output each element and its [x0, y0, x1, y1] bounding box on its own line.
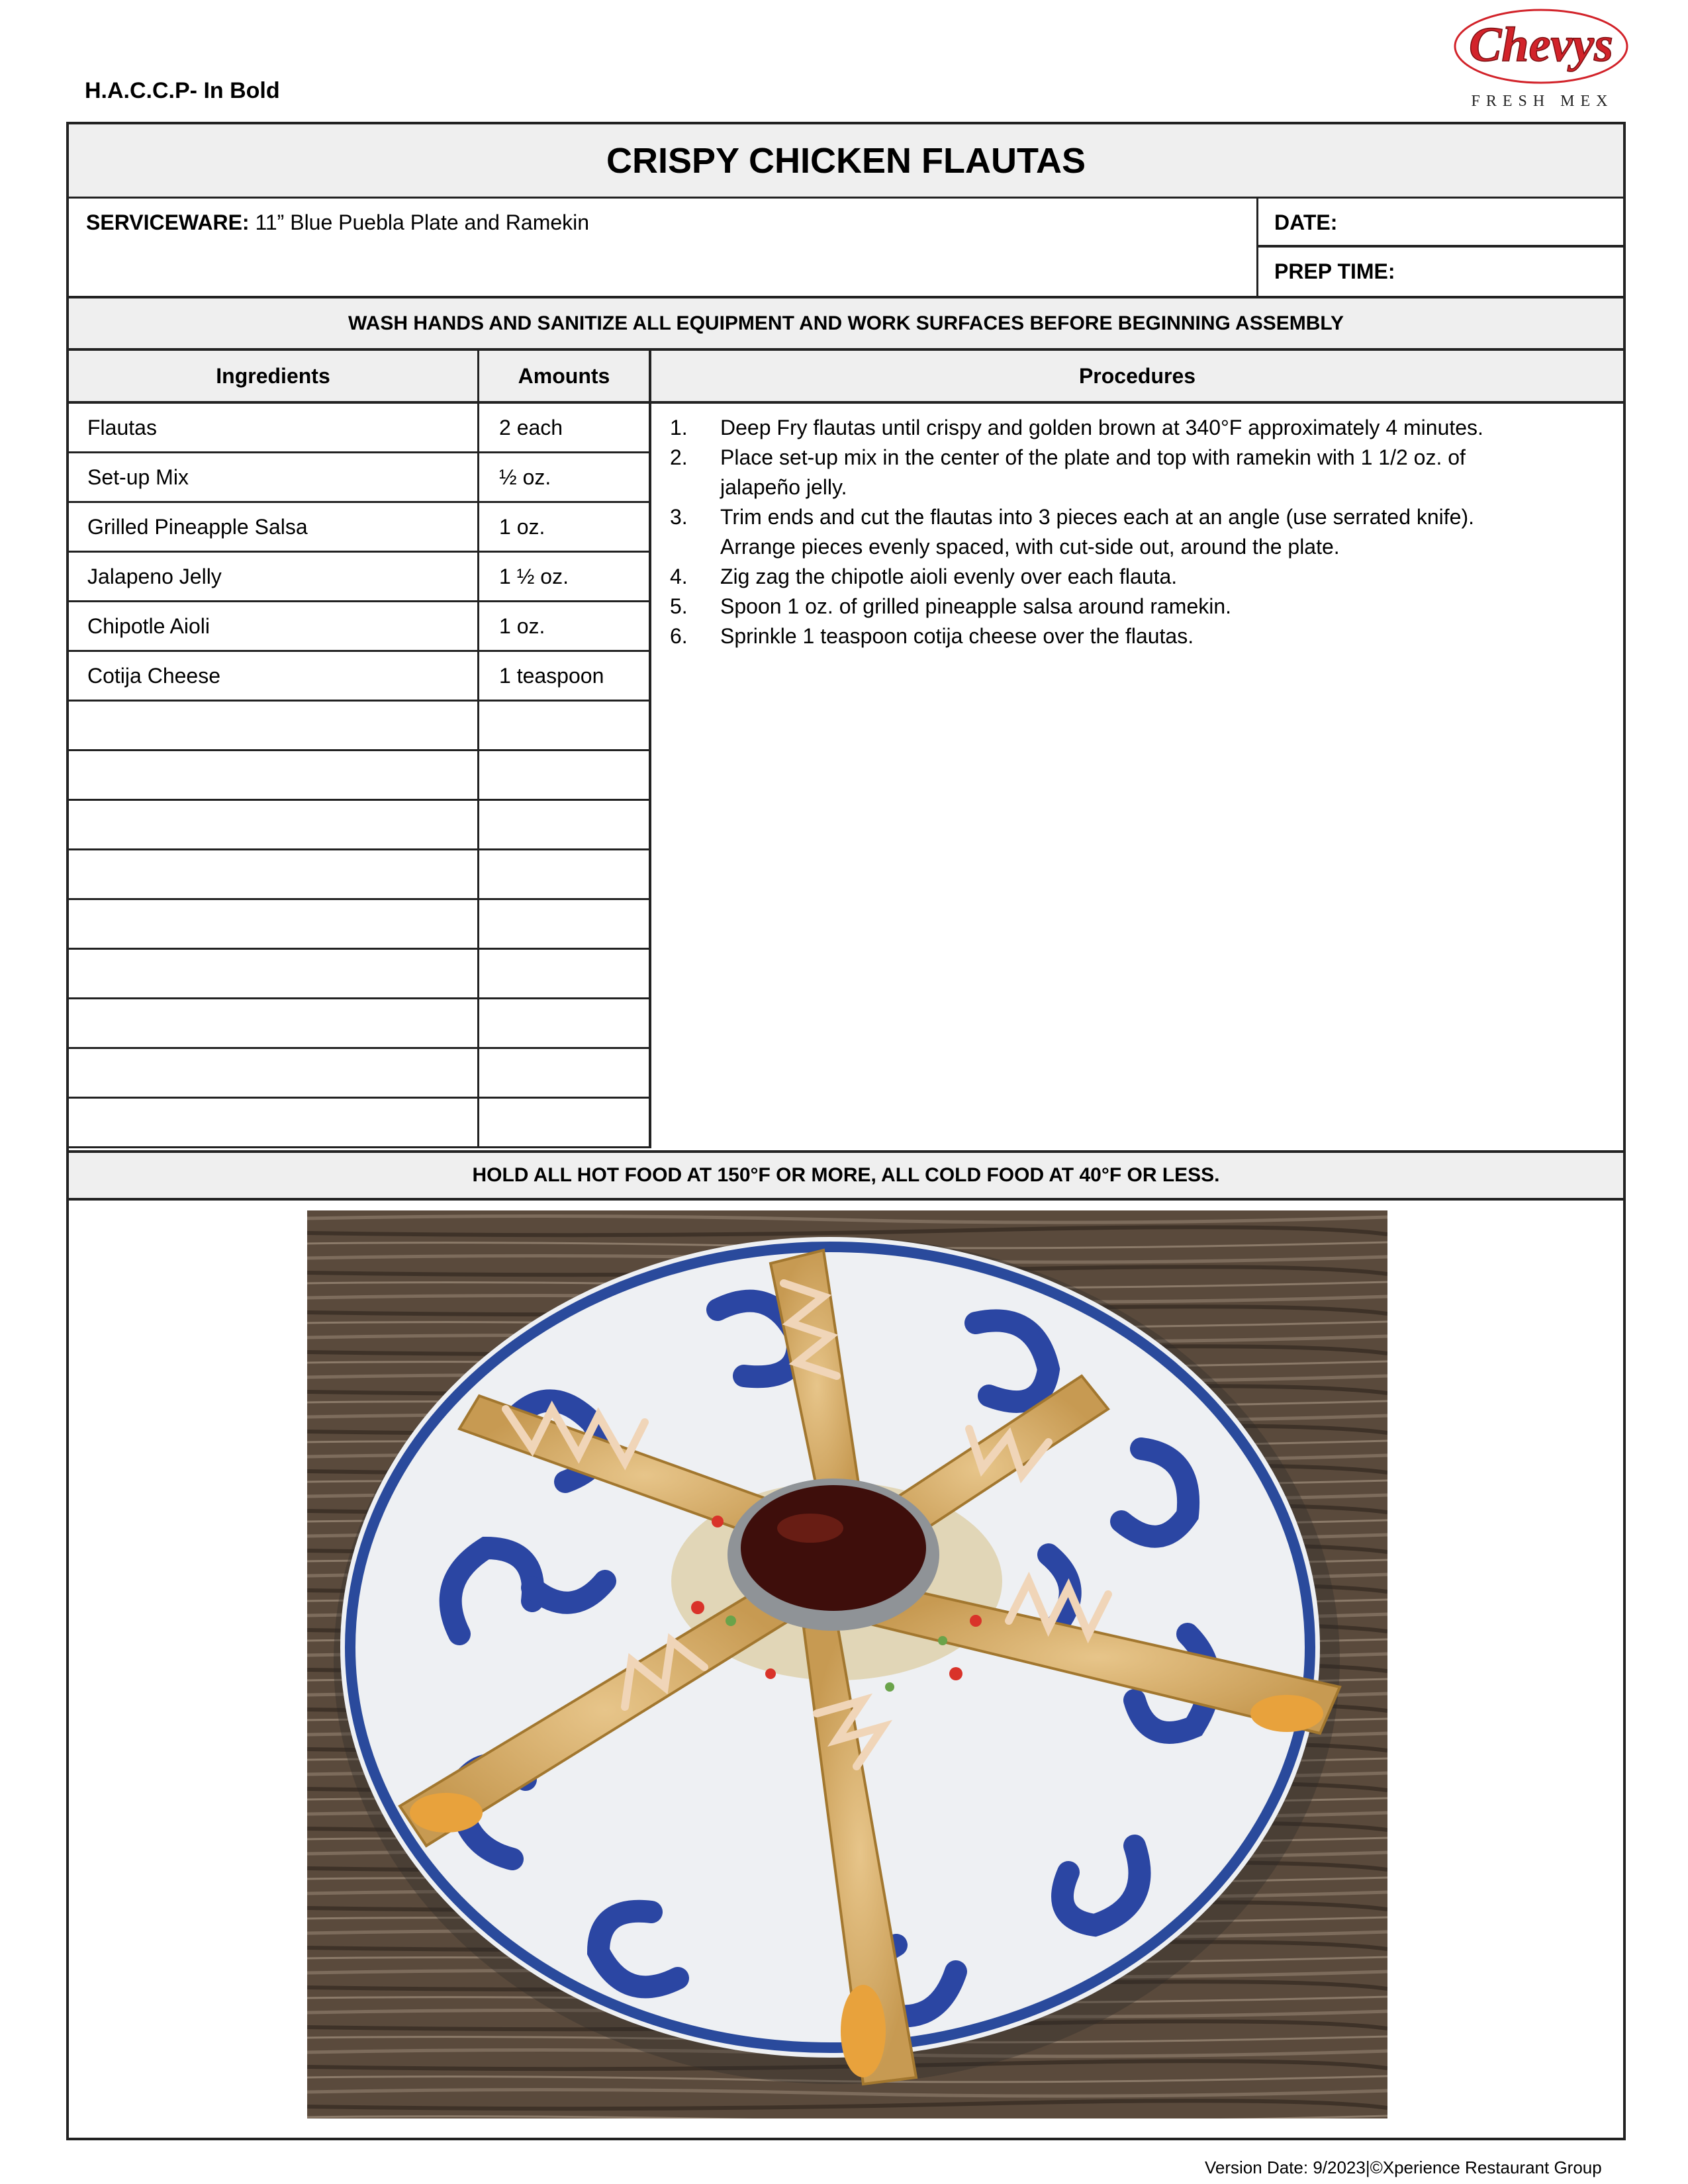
ingredient-cell	[69, 801, 479, 848]
amount-cell	[479, 1099, 651, 1146]
version-footer: Version Date: 9/2023|©Xperience Restaurant Group	[1205, 2158, 1602, 2177]
ingredient-cell: Chipotle Aioli	[69, 602, 479, 650]
logo-wordmark: Chevys	[1469, 18, 1613, 72]
ingredient-cell	[69, 999, 479, 1047]
table-row	[69, 900, 651, 950]
serviceware-cell	[69, 199, 1258, 296]
table-row	[69, 404, 651, 453]
hold-notice: HOLD ALL HOT FOOD AT 150°F OR MORE, ALL COLD FOOD AT 40°F OR LESS.	[69, 1150, 1623, 1201]
procedure-step	[670, 473, 1610, 502]
amounts-header: Amounts	[479, 351, 651, 401]
prep-time-field: PREP TIME:	[1274, 259, 1395, 283]
step-number: 1.	[670, 416, 688, 439]
table-row	[69, 1099, 651, 1148]
table-row	[69, 999, 651, 1049]
step-text: Place set-up mix in the center of the plate and top with ramekin with 1 1/2 oz. of	[720, 445, 1466, 469]
table-row	[69, 751, 651, 801]
step-number: 2.	[670, 445, 688, 469]
table-row	[69, 850, 651, 900]
step-text: Trim ends and cut the flautas into 3 pieces each at an angle (use serrated knife).	[720, 505, 1475, 529]
step-text: jalapeño jelly.	[720, 475, 847, 499]
ingredient-cell: Cotija Cheese	[69, 652, 479, 700]
recipe-title: CRISPY CHICKEN FLAUTAS	[69, 124, 1623, 199]
ingredient-cell	[69, 751, 479, 799]
amount-cell: 1 oz.	[479, 503, 651, 551]
amount-cell	[479, 900, 651, 948]
procedure-step	[670, 443, 1610, 473]
procedures-header: Procedures	[1078, 363, 1196, 388]
table-header	[69, 351, 1623, 404]
table-row	[69, 553, 651, 602]
step-number	[670, 532, 720, 562]
ingredient-cell	[69, 950, 479, 997]
ingredient-cell: Jalapeno Jelly	[69, 553, 479, 600]
recipe-card	[66, 122, 1626, 2140]
haccp-note: H.A.C.C.P- In Bold	[85, 78, 280, 103]
amount-cell	[479, 999, 651, 1047]
procedure-step	[670, 562, 1610, 592]
amount-cell: 1 oz.	[479, 602, 651, 650]
step-number: 6.	[670, 624, 688, 648]
date-field: DATE:	[1258, 199, 1623, 248]
table-row	[69, 652, 651, 702]
step-number	[670, 473, 720, 502]
ingredient-cell	[69, 1099, 479, 1146]
chevys-logo	[1450, 7, 1632, 113]
amount-cell	[479, 850, 651, 898]
ingredients-header: Ingredients	[69, 351, 479, 401]
step-number: 3.	[670, 505, 688, 529]
table-row	[69, 801, 651, 850]
amount-cell: ½ oz.	[479, 453, 651, 501]
ingredient-cell: Set-up Mix	[69, 453, 479, 501]
ingredients-table	[69, 404, 651, 1148]
ingredient-cell	[69, 900, 479, 948]
serviceware-value: 11” Blue Puebla Plate and Ramekin	[255, 210, 590, 234]
step-text: Arrange pieces evenly spaced, with cut-side out, around the plate.	[720, 535, 1340, 559]
amount-cell: 1 teaspoon	[479, 652, 651, 700]
amount-cell	[479, 801, 651, 848]
procedure-step	[670, 532, 1610, 562]
table-row	[69, 950, 651, 999]
logo-tagline: FRESH MEX	[1471, 93, 1614, 110]
ingredient-cell: Grilled Pineapple Salsa	[69, 503, 479, 551]
amount-cell	[479, 751, 651, 799]
procedure-step	[670, 502, 1610, 532]
table-row	[69, 453, 651, 503]
amount-cell: 1 ½ oz.	[479, 553, 651, 600]
step-text: Sprinkle 1 teaspoon cotija cheese over the flautas.	[720, 624, 1194, 648]
procedure-step	[670, 413, 1610, 443]
step-number: 4.	[670, 565, 688, 588]
procedure-step	[670, 592, 1610, 621]
ingredient-cell: Flautas	[69, 404, 479, 451]
table-row	[69, 702, 651, 751]
step-number: 5.	[670, 594, 688, 618]
step-text: Spoon 1 oz. of grilled pineapple salsa around ramekin.	[720, 594, 1232, 618]
step-text: Zig zag the chipotle aioli evenly over each flauta.	[720, 565, 1178, 588]
ingredient-cell	[69, 1049, 479, 1097]
procedure-step	[670, 621, 1610, 651]
date-prep-block	[1258, 199, 1623, 296]
ingredient-cell	[69, 702, 479, 749]
table-row	[69, 503, 651, 553]
step-text: Deep Fry flautas until crispy and golden brown at 340°F approximately 4 minutes.	[720, 416, 1483, 439]
wash-notice: WASH HANDS AND SANITIZE ALL EQUIPMENT AND WORK SURFACES BEFORE BEGINNING ASSEMBLY	[69, 298, 1623, 351]
table-row	[69, 1049, 651, 1099]
ingredient-cell	[69, 850, 479, 898]
serviceware-label: SERVICEWARE:	[86, 210, 250, 234]
amount-cell	[479, 702, 651, 749]
serviceware-row	[69, 199, 1623, 298]
amount-cell	[479, 950, 651, 997]
dish-photo	[307, 1210, 1387, 2118]
amount-cell	[479, 1049, 651, 1097]
amount-cell: 2 each	[479, 404, 651, 451]
table-row	[69, 602, 651, 652]
procedures-list	[651, 404, 1623, 1150]
